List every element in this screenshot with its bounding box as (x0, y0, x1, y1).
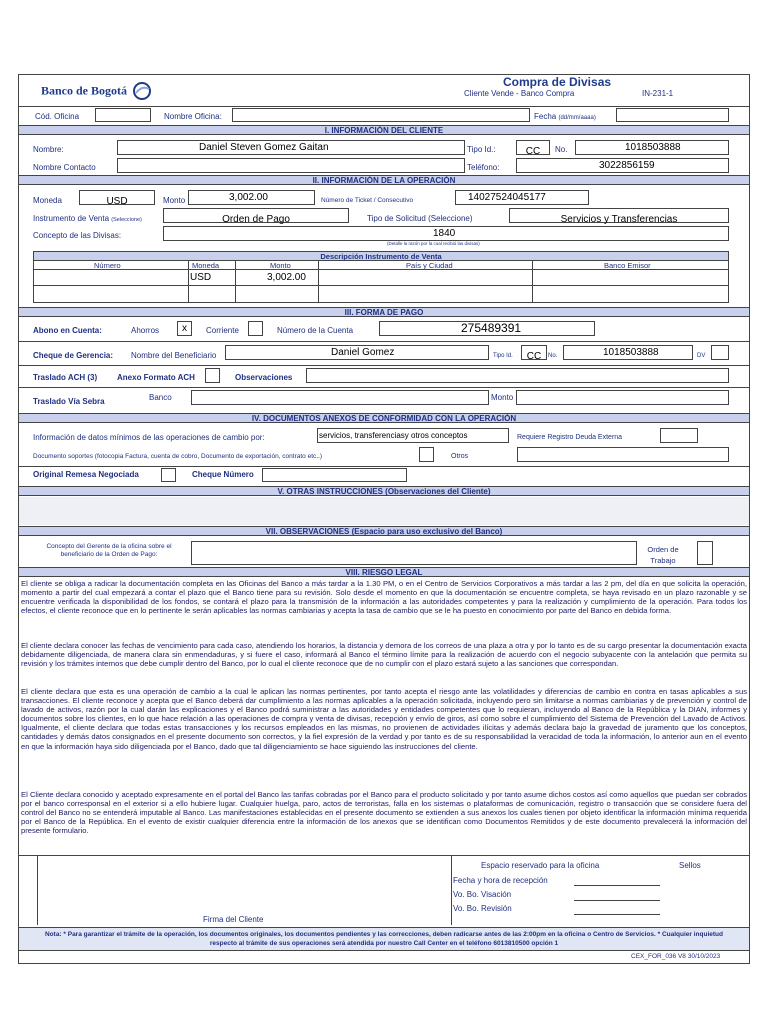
vb-visacion-label: Vo. Bo. Visación (453, 890, 512, 899)
table-row[interactable] (34, 270, 728, 286)
request-type-select[interactable]: Servicios y Transferencias (509, 208, 729, 223)
vb-revision-label: Vo. Bo. Revisión (453, 904, 512, 913)
vb-visacion-line[interactable] (574, 900, 660, 901)
dv-input[interactable] (711, 345, 729, 360)
bank-logo (41, 81, 153, 103)
phone-label: Teléfono: (467, 163, 500, 172)
others-label: Otros (451, 453, 469, 460)
concept-value: 1840 (433, 228, 456, 239)
ticket-label: Número de Ticket / Consecutivo (321, 197, 414, 204)
ach-observations-input[interactable] (306, 368, 729, 383)
legal-paragraph-4: El Cliente declara conocido y aceptado expresamente en el portal del Banco las tarifas cobradas por el Banco para el producto solicitado y por tanto asume dichos costos así como aquellos que puedan ser cobrados por el banco corresponsal en el exterior si a ello hubiere lugar. Cualquier huelga, paro, actos de terroristas, falla en los sistemas o plataformas de comunicación, registro o transacción que se considere fuera del control del Banco no se entenderá imputable al Banco. Las manifestaciones establecidas en el presente documento se extienden a sus anexos los cuales tienen por objeto identificar la información mínima requerida por el Banco de la República. En el evento de existir cualquier diferencia entre la información de los anexos que se identifican como Documentos Remitidos y de este documento prevalecerá la información del presente formulario. (21, 790, 747, 836)
form-version: CEX_FOR_036 V8 30/10/2023 (631, 953, 721, 960)
received-date-line[interactable] (574, 885, 660, 886)
ach-observations-label: Observaciones (235, 373, 293, 382)
dv-label: DV (697, 353, 706, 359)
th-amount: Monto (270, 261, 291, 270)
received-date-label: Fecha y hora de recepción (453, 876, 548, 885)
request-type-label: Tipo de Solicitud (Seleccione) (367, 214, 473, 223)
sebra-amount-label: Monto (491, 393, 514, 402)
td-currency: USD (190, 272, 212, 283)
legal-paragraph-3: El cliente declara que esta es una operación de cambio a la cual le aplican las normas pertinentes, por tanto acepta el riesgo ante las volatilidades y diferencias de cambio en contra en tasas aplicables a sus transacciones. El cliente reconoce y acepta que el Banco deberá dar cumplimiento a las normas aplicables a la operación solicitada, incluyendo pero sin limitarse a normas cambiarias y de prevención y control de lavado de activos, razón por la cual darán las explicaciones y el Banco podrá suministrar a las autoridades y entidades competentes que lo requieran, incluyendo al Banco de la República y la DIAN, informes y documentos sobre los clientes, en lo que hace relación a las operaciones de compra y venta de divisas, recepción y envío de giros, así como sobre el cumplimiento del Sistema de Prevención del Lavado de Activos. Igualmente, el cliente declara que todas estas transacciones y los recursos empleados en las mismas, no provienen de actividades ilícitas y además declara bajo la gravedad de juramento que los conceptos, cantidades y demás datos consignados en el presente documento son correctos, y la fiel expresión de la verdad y por tanto es de su responsabilidad la veracidad de toda la información, lo anterior aun en el evento en que la información haya sido diligenciada por el Banco, dado que tal diligenciamiento se hace siguiendo las instrucciones del cliente. (21, 687, 747, 751)
id-number-value: 1018503888 (625, 142, 681, 153)
date-input[interactable] (616, 108, 729, 122)
td-amount: 3,002.00 (267, 272, 306, 283)
office-name-input[interactable] (232, 108, 530, 122)
contact-input[interactable] (117, 158, 465, 173)
currency-input[interactable]: USD (79, 190, 155, 205)
others-input[interactable] (517, 447, 729, 462)
form-title: Compra de Divisas (503, 75, 612, 89)
support-docs-label: Documento soportes (fotocopia Factura, cuenta de cobro, Documento de exportación, contrato etc..) (33, 453, 323, 460)
remittance-label: Original Remesa Negociada (33, 470, 139, 479)
table-title: Descripción Instrumento de Venta (34, 252, 728, 261)
work-order-label: Orden de Trabajo (647, 545, 679, 565)
form-subtitle: Cliente Vende - Banco Compra (464, 89, 575, 98)
office-code-label: Cód. Oficina (35, 112, 80, 121)
check-number-label: Cheque Número (192, 470, 254, 479)
min-data-value: servicios, transferenciasy otros conceptos (319, 431, 468, 440)
id-type-input[interactable]: CC (516, 140, 550, 155)
office-space-label: Espacio reservado para la oficina (481, 861, 600, 870)
th-issuing-bank: Banco Emisor (604, 261, 651, 270)
checking-label: Corriente (206, 326, 239, 335)
bank-name: Banco de Bogotá (41, 83, 128, 98)
th-country-city: País y Ciudad (406, 261, 453, 270)
beneficiary-id-type-input[interactable]: CC (521, 345, 547, 360)
remittance-checkbox[interactable] (161, 468, 176, 482)
work-order-input[interactable] (697, 541, 713, 565)
other-instructions-area[interactable] (19, 497, 749, 525)
manager-concept-label: Concepto del Gerente de la oficina sobre el beneficiario de la Orden de Pago: (46, 543, 172, 558)
section-legal-risk: VIII. RIESGO LEGAL (19, 567, 749, 577)
form-code: IN-231-1 (642, 89, 674, 98)
id-type-label: Tipo Id.: (467, 145, 496, 154)
external-debt-input[interactable] (660, 428, 698, 443)
seals-label: Sellos (679, 861, 701, 870)
sebra-amount-input[interactable] (516, 390, 729, 405)
client-name-value: Daniel Steven Gomez Gaitan (199, 142, 329, 153)
ach-annex-checkbox[interactable] (205, 368, 220, 383)
account-number-label: Número de la Cuenta (277, 326, 354, 335)
section-payment: III. FORMA DE PAGO (19, 307, 749, 317)
phone-value: 3022856159 (599, 160, 655, 171)
sebra-bank-label: Banco (149, 393, 172, 402)
section-operation-info: II. INFORMACIÓN DE LA OPERACIÓN (19, 175, 749, 185)
th-number: Número (94, 261, 121, 270)
legal-paragraph-2: El cliente declara conocer las fechas de vencimiento para cada caso, atendiendo los horarios, la distancia y demora de los correos de una plaza a otra y por lo tanto es de su cargo presentar la documentación exacta debidamente diligenciada, de manera clara sin enmendaduras, y si fuere el caso, informará al Banco el término límite para la realización de acuerdo con el negocio subyacente con la antelación que permita su revisión y los trámites internos que debe cumplir dentro del Banco, por lo cual el cliente reconoce que de no cumplir con el plazo estará sujeto a las sanciones que correspondan. (21, 641, 747, 669)
amount-label: Monto (163, 196, 186, 205)
concept-hint: (Detalle la razón por la cual recibió las divisas) (387, 241, 480, 246)
beneficiary-label: Nombre del Beneficiario (131, 351, 217, 360)
table-header-row (34, 261, 728, 270)
ach-annex-label: Anexo Formato ACH (117, 373, 195, 382)
check-label: Cheque de Gerencia: (33, 351, 114, 360)
th-currency: Moneda (192, 261, 220, 270)
manager-concept-input[interactable] (191, 541, 637, 565)
account-credit-label: Abono en Cuenta: (33, 326, 102, 335)
instrument-table (33, 251, 729, 303)
ticket-value: 14027524045177 (468, 192, 546, 203)
section-bank-observations: VII. OBSERVACIONES (Espacio para uso exclusivo del Banco) (19, 526, 749, 536)
bank-logo-icon (131, 81, 153, 101)
account-number-value: 275489391 (461, 321, 522, 335)
external-debt-label: Requiere Registro Deuda Externa (517, 434, 623, 441)
id-no-label: No. (555, 145, 568, 154)
checking-checkbox[interactable] (248, 321, 263, 336)
instrument-label: Instrumento de Venta (Seleccione) (33, 214, 142, 223)
client-signature-label: Firma del Cliente (203, 915, 264, 924)
savings-checkbox[interactable]: x (177, 321, 192, 336)
footer-note-text: Nota: * Para garantizar el trámite de la operación, los documentos originales, los documentos pendientes y las correcciones, deben radicarse antes de las 2:00pm en la oficina o Centro de Servicios. * Cualquier inquietud respecto al trámite de sus operaciones será atendida por nuestro Call Center en el teléfono 6013810500 opción 1 (44, 931, 723, 947)
sebra-bank-input[interactable] (191, 390, 489, 405)
section-other-instructions: V. OTRAS INSTRUCCIONES (Observaciones del Cliente) (19, 486, 749, 496)
concept-label: Concepto de las Divisas: (33, 231, 122, 240)
instrument-select[interactable]: Orden de Pago (163, 208, 349, 223)
beneficiary-id-type-label: Tipo Id. (493, 353, 513, 359)
beneficiary-no-label: No. (548, 353, 558, 359)
client-name-label: Nombre: (33, 145, 64, 154)
section-documents: IV. DOCUMENTOS ANEXOS DE CONFORMIDAD CON LA OPERACIÓN (19, 413, 749, 423)
section-client-info: I. INFORMACIÓN DEL CLIENTE (19, 125, 749, 135)
beneficiary-id-value: 1018503888 (603, 347, 659, 358)
amount-value: 3,002.00 (229, 192, 268, 203)
office-code-input[interactable] (95, 108, 151, 122)
savings-label: Ahorros (131, 326, 160, 335)
vb-revision-line[interactable] (574, 914, 660, 915)
ach-label: Traslado ACH (3) (33, 373, 98, 382)
contact-label: Nombre Contacto (33, 163, 96, 172)
beneficiary-value: Daniel Gomez (331, 347, 395, 358)
form-page (18, 74, 750, 964)
currency-label: Moneda (33, 196, 62, 205)
min-data-label: Información de datos mínimos de las operaciones de cambio por: (33, 433, 265, 442)
office-name-label: Nombre Oficina: (164, 112, 222, 121)
sebra-label: Traslado Vía Sebra (33, 397, 105, 406)
legal-paragraph-1: El cliente se obliga a radicar la documentación completa en las Oficinas del Banco a más tardar a la 1.30 PM, o en el Centro de Servicios Corporativos a más tardar a las 2 pm, del día en que solicita la operación, momento a partir del cual empezará a contar el plazo que el Banco tiene para su revisión. Solo desde el momento en que la documentación se encuentre completa, se haya revisado en un plazo razonable y se encuentre verificada la disponibilidad de los fondos, se contará el plazo para la transmisión de la información a las autoridades competentes y para la realización y cumplimiento de la operación. Para todos los efectos, el cliente reconoce que en lo pertinente le serán aplicables las normas cambiarias y acepta la tasa de cambio que se le ha puesto en conocimiento por parte del Banco en debida forma. (21, 579, 747, 616)
footer-note (19, 927, 749, 951)
support-docs-checkbox[interactable] (419, 447, 434, 462)
date-label: Fecha (dd/mm/aaaa) (534, 112, 596, 121)
check-number-input[interactable] (262, 468, 407, 482)
